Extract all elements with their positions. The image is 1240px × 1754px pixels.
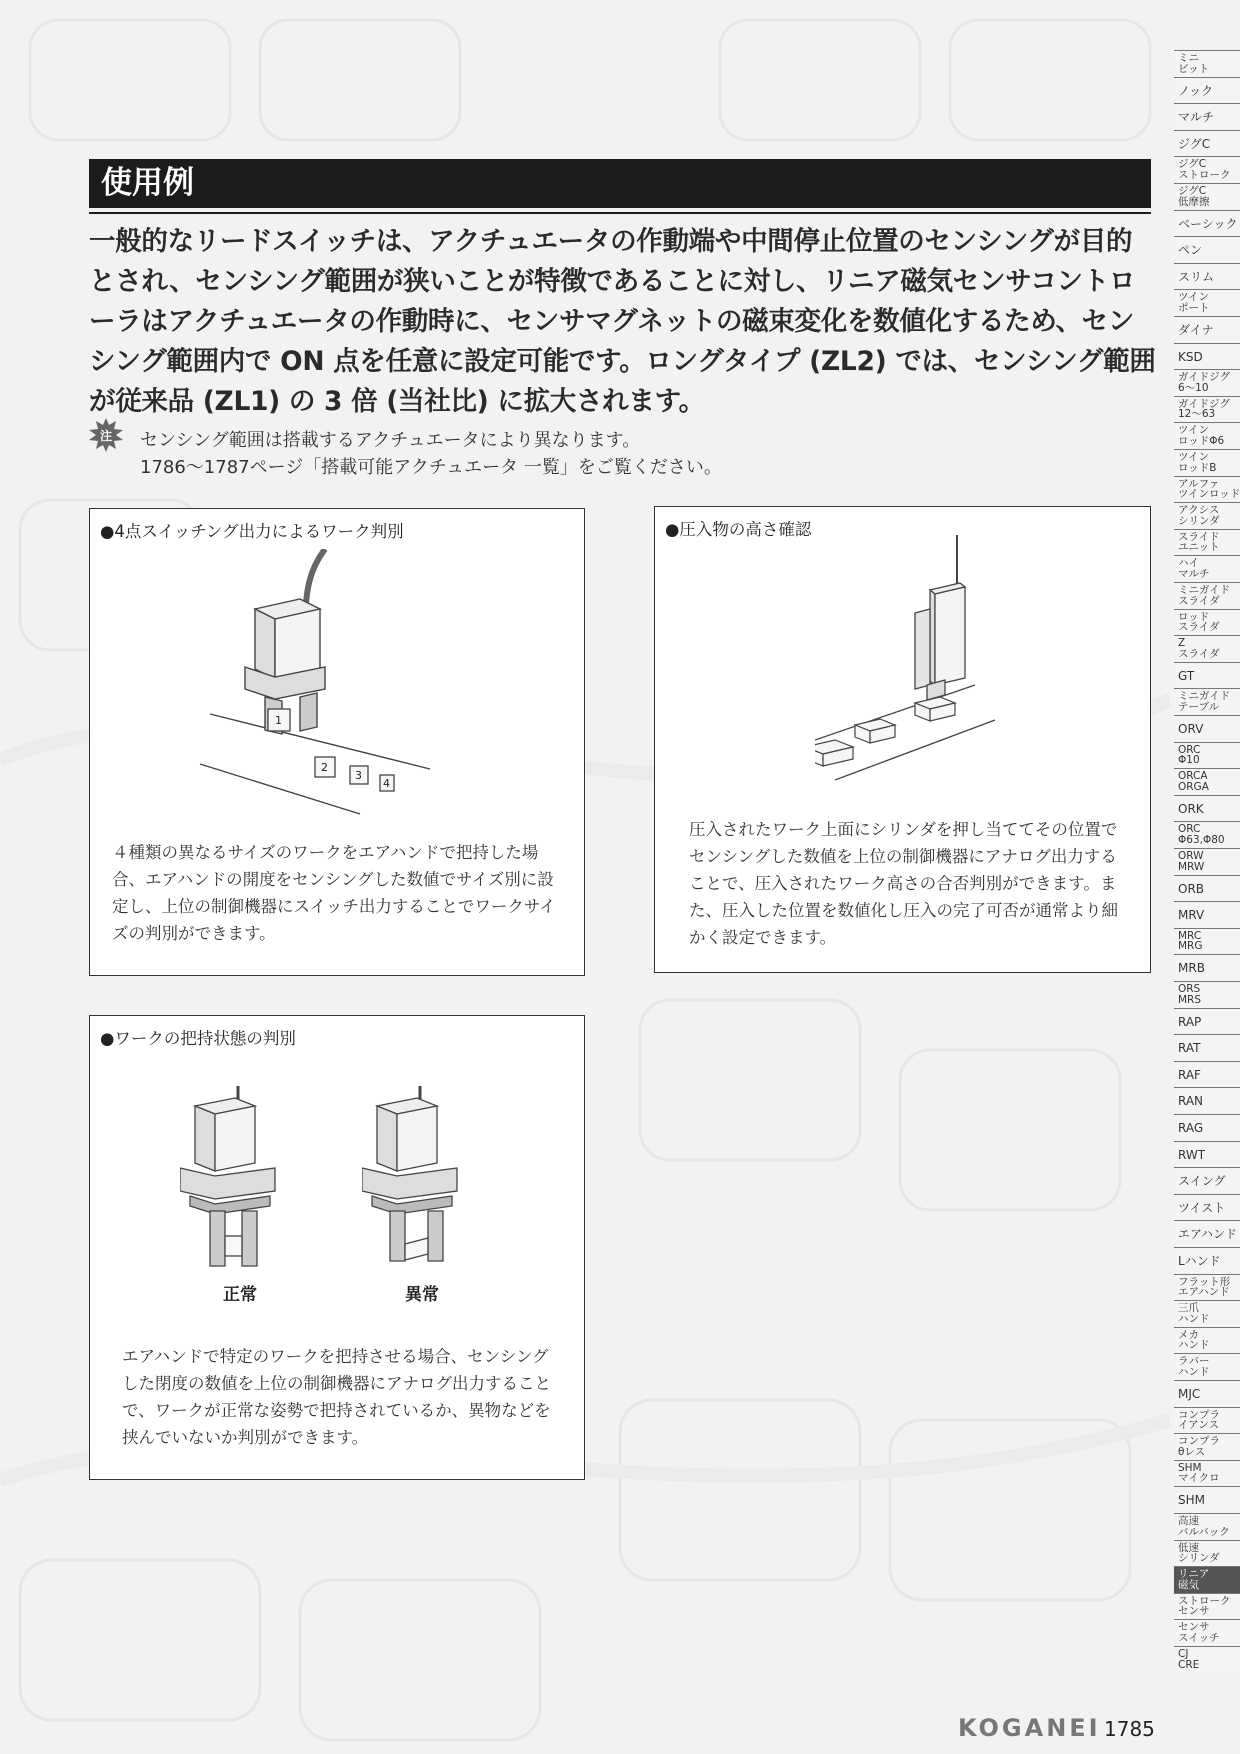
sidebar-tab[interactable]: ペン xyxy=(1174,236,1240,263)
sidebar-tab[interactable]: ジグC xyxy=(1174,130,1240,157)
sidebar-tab[interactable]: MRV xyxy=(1174,901,1240,928)
sidebar-tab[interactable]: MRB xyxy=(1174,954,1240,981)
sidebar-tab[interactable]: 低速 シリンダ xyxy=(1174,1540,1240,1567)
sidebar-tab[interactable]: RAG xyxy=(1174,1114,1240,1141)
example-text: 圧入されたワーク上面にシリンダを押し当ててその位置でセンシングした数値を上位の制御機器にアナログ出力することで、圧入されたワーク高さの合否判別ができます。また、圧入した位置を数値化し圧入の完了可否が通常より細かく設定できます。 xyxy=(689,820,1118,947)
example-text: ４種類の異なるサイズのワークをエアハンドで把持した場合、エアハンドの開度をセンシングした数値でサイズ別に設定し、上位の制御機器にスイッチ出力することでワークサイズの判別ができます。 xyxy=(112,843,556,943)
label-normal: 正常 xyxy=(223,1285,257,1305)
sidebar-tab[interactable]: RAN xyxy=(1174,1087,1240,1114)
sidebar-tab[interactable]: ハイ マルチ xyxy=(1174,555,1240,582)
sidebar-tab[interactable]: スリム xyxy=(1174,263,1240,290)
sidebar-tab[interactable]: KSD xyxy=(1174,343,1240,370)
title-rule xyxy=(89,212,1151,214)
gripper-abnormal-illustration xyxy=(362,1086,482,1276)
intro-paragraph: 一般的なリードスイッチは、アクチュエータの作動端や中間停止位置のセンシングが目的とされ、センシング範囲が狭いことが特徴であることに対し、リニア磁気センサコントローラはアクチュエータの作動時に、センサマグネットの磁束変化を数値化するため、センシング範囲内で ON 点を任意に設定可能です。ロングタイプ (ZL2) では、センシング範囲が従来品 (ZL1) の 3 倍 (当社比) に拡大されます。 xyxy=(89,226,1156,417)
example-box-grip-state xyxy=(89,1015,585,1480)
note-text xyxy=(140,427,722,481)
sidebar-tab[interactable]: SHM xyxy=(1174,1486,1240,1513)
sidebar-tab[interactable]: スイング xyxy=(1174,1167,1240,1194)
sidebar-tab[interactable]: コンプラ イアンス xyxy=(1174,1407,1240,1434)
sidebar-tab[interactable]: 高速 バルバック xyxy=(1174,1513,1240,1540)
sidebar-tab[interactable]: 三爪 ハンド xyxy=(1174,1300,1240,1327)
sidebar-tab[interactable]: エアハンド xyxy=(1174,1220,1240,1247)
gripper-workpieces-illustration xyxy=(190,549,490,829)
sidebar-tab[interactable]: Z スライダ xyxy=(1174,635,1240,662)
sidebar-tab[interactable]: RAF xyxy=(1174,1061,1240,1088)
sidebar-tab[interactable]: ロッド スライダ xyxy=(1174,609,1240,636)
sidebar-tab[interactable]: ストローク センサ xyxy=(1174,1593,1240,1620)
sidebar-tab[interactable]: RWT xyxy=(1174,1141,1240,1168)
note-icon-label: 注 xyxy=(99,429,113,443)
sidebar-tab[interactable]: SHM マイクロ xyxy=(1174,1460,1240,1487)
sidebar-tab[interactable]: ミニガイド スライダ xyxy=(1174,582,1240,609)
sidebar-tab[interactable]: ツイン ポート xyxy=(1174,289,1240,316)
sidebar-tab[interactable]: ミニガイド テーブル xyxy=(1174,688,1240,715)
note-line-1: センシング範囲は搭載するアクチュエータにより異なります。 xyxy=(140,430,641,451)
sidebar-tab[interactable]: メカ ハンド xyxy=(1174,1327,1240,1354)
sidebar-tab[interactable]: ベーシック xyxy=(1174,210,1240,237)
sidebar-tab[interactable]: ミニ ビット xyxy=(1174,50,1240,77)
sidebar-tab[interactable]: フラット形 エアハンド xyxy=(1174,1274,1240,1301)
brand-logo: KOGANEI xyxy=(958,1714,1101,1742)
sidebar-tab[interactable]: ガイドジグ 12～63 xyxy=(1174,396,1240,423)
example-box-press-fit xyxy=(654,506,1151,973)
sidebar-tab[interactable]: ORC Φ63,Φ80 xyxy=(1174,821,1240,848)
example-box-4point xyxy=(89,508,585,976)
sidebar-tab[interactable]: MRC MRG xyxy=(1174,928,1240,955)
sidebar-tab[interactable]: アクシス シリンダ xyxy=(1174,502,1240,529)
sidebar-tab[interactable]: ラバー ハンド xyxy=(1174,1353,1240,1380)
sidebar-tab[interactable]: リニア 磁気 xyxy=(1174,1566,1240,1593)
sidebar-tab[interactable]: スライド ユニット xyxy=(1174,529,1240,556)
sidebar-tab[interactable]: RAP xyxy=(1174,1008,1240,1035)
page-number: 1785 xyxy=(1104,1717,1155,1741)
sidebar-tab[interactable]: ORCA ORGA xyxy=(1174,768,1240,795)
example-text: エアハンドで特定のワークを把持させる場合、センシングした閉度の数値を上位の制御機器にアナログ出力することで、ワークが正常な姿勢で把持されているか、異物などを挟んでいないか判別ができます。 xyxy=(122,1347,551,1447)
sidebar-tab[interactable]: ノック xyxy=(1174,77,1240,104)
gripper-normal-illustration xyxy=(180,1086,300,1276)
sidebar-tab[interactable]: ジグC ストローク xyxy=(1174,156,1240,183)
work-label-1: 1 xyxy=(275,714,282,727)
work-label-2: 2 xyxy=(321,761,328,774)
example-heading: ●圧入物の高さ確認 xyxy=(665,520,812,539)
example-heading: ●ワークの把持状態の判別 xyxy=(100,1029,296,1048)
sidebar-tab[interactable]: アルファ ツインロッド xyxy=(1174,476,1240,503)
sidebar-tab[interactable]: RAT xyxy=(1174,1034,1240,1061)
press-fit-cylinder-illustration xyxy=(815,535,1035,795)
sidebar-tab[interactable]: Lハンド xyxy=(1174,1247,1240,1274)
sidebar-tab[interactable]: マルチ xyxy=(1174,103,1240,130)
sidebar-tab[interactable]: ORV xyxy=(1174,715,1240,742)
work-label-4: 4 xyxy=(383,777,390,790)
sidebar-tab[interactable]: ジグC 低摩擦 xyxy=(1174,183,1240,210)
sidebar-tab[interactable]: ORS MRS xyxy=(1174,981,1240,1008)
example-heading: ●4点スイッチング出力によるワーク判別 xyxy=(100,522,404,541)
sidebar-tab[interactable]: ORW MRW xyxy=(1174,848,1240,875)
sidebar-tab[interactable]: ORB xyxy=(1174,875,1240,902)
sidebar-tab[interactable]: CJ CRE xyxy=(1174,1646,1240,1673)
sidebar-tab[interactable]: GT xyxy=(1174,662,1240,689)
work-label-3: 3 xyxy=(355,769,362,782)
sidebar-tab[interactable]: ガイドジグ 6～10 xyxy=(1174,369,1240,396)
sidebar-tab[interactable]: ダイナ xyxy=(1174,316,1240,343)
sidebar-tab[interactable]: ORC Φ10 xyxy=(1174,742,1240,769)
section-title: 使用例 xyxy=(89,159,1151,208)
sidebar-tab[interactable]: ツイン ロッドB xyxy=(1174,449,1240,476)
sidebar-tab[interactable]: MJC xyxy=(1174,1380,1240,1407)
note-line-2: 1786～1787ページ「搭載可能アクチュエータ 一覧」をご覧ください。 xyxy=(140,457,722,478)
note-icon xyxy=(89,418,123,452)
sidebar-tab[interactable]: ツイスト xyxy=(1174,1194,1240,1221)
sidebar-tab[interactable]: センサ スイッチ xyxy=(1174,1619,1240,1646)
sidebar-tab[interactable]: コンプラ θレス xyxy=(1174,1433,1240,1460)
sidebar-tab[interactable]: ORK xyxy=(1174,795,1240,822)
sidebar-tab[interactable]: ツイン ロッドΦ6 xyxy=(1174,422,1240,449)
label-abnormal: 異常 xyxy=(405,1285,439,1305)
